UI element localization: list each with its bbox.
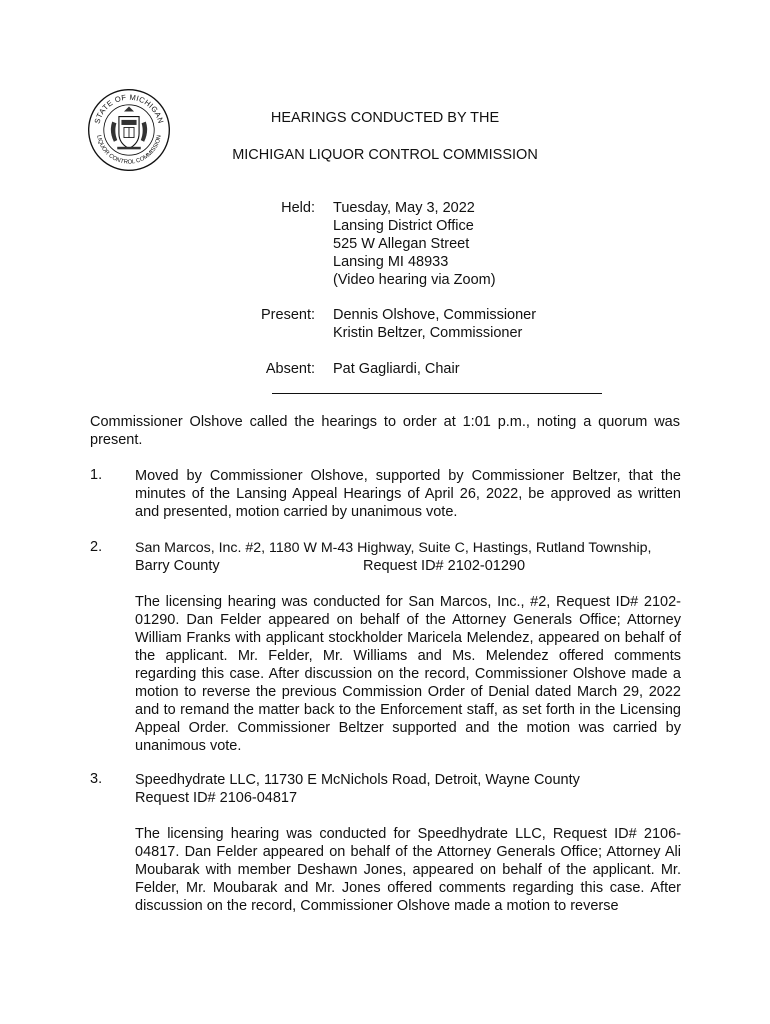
document-title-line2: MICHIGAN LIQUOR CONTROL COMMISSION	[232, 147, 538, 163]
absent-value	[333, 360, 460, 378]
held-location: Lansing District Office	[333, 218, 474, 234]
held-street: 525 W Allegan Street	[333, 236, 470, 252]
item-heading: Speedhydrate LLC, 11730 E McNichols Road, Detroit, Wayne County	[135, 772, 580, 788]
svg-text:STATE OF MICHIGAN: STATE OF MICHIGAN	[92, 92, 166, 125]
held-city: Lansing MI 48933	[333, 254, 449, 270]
item-request-id: Request ID# 2106-04817	[135, 790, 298, 806]
item-number: 3.	[90, 771, 103, 787]
svg-text:LIQUOR CONTROL COMMISSION: LIQUOR CONTROL COMMISSION	[95, 134, 163, 166]
held-format: (Video hearing via Zoom)	[333, 272, 496, 288]
item-number: 2.	[90, 539, 103, 555]
held-label: Held:	[281, 200, 315, 216]
present-member: Dennis Olshove, Commissioner	[333, 307, 537, 323]
absent-member: Pat Gagliardi, Chair	[333, 361, 460, 377]
opening-paragraph: Commissioner Olshove called the hearings to order at 1:01 p.m., noting a quorum was present.	[90, 414, 680, 448]
item-text: The licensing hearing was conducted for San Marcos, Inc., #2, Request ID# 2102-01290. Dan Felder appeared on behalf of the Attorney Generals Office; Attorney William Franks with applicant stockholder Maricela Melendez, appeared on behalf of the applicant. Mr. Felder, Mr. Williams and Ms. Melendez offered comments regarding this case. After discussion on the record, Commissioner Olshove made a motion to reverse the previous Commission Order of Denial dated March 29, 2022 and to remand the matter back to the Enforcement staff, as set forth in the Licensing Appeal Order. Commissioner Beltzer supported and the motion was carried by unanimous vote.	[135, 594, 681, 754]
item-number: 1.	[90, 467, 103, 483]
divider-line	[272, 393, 602, 394]
held-date: Tuesday, May 3, 2022	[333, 200, 475, 216]
item-request-id: Request ID# 2102-01290	[363, 558, 526, 574]
item-county: Barry County	[135, 558, 220, 574]
present-value	[333, 306, 536, 342]
item-text: The licensing hearing was conducted for Speedhydrate LLC, Request ID# 2106-04817. Dan Felder appeared on behalf of the Attorney Generals Office; Attorney Ali Moubarak with member Deshawn Jones, appeared on behalf of the applicant. Mr. Felder, Mr. Moubarak and Mr. Jones offered comments regarding this case. After discussion on the record, Commissioner Olshove made a motion to reverse	[135, 826, 681, 914]
absent-label: Absent:	[265, 361, 315, 377]
held-value	[333, 199, 496, 289]
present-member: Kristin Beltzer, Commissioner	[333, 325, 523, 341]
item-heading: San Marcos, Inc. #2, 1180 W M-43 Highway, Suite C, Hastings, Rutland Township,	[135, 540, 652, 556]
present-label: Present:	[261, 307, 315, 323]
item-heading-line2	[135, 557, 681, 575]
item-text: Moved by Commissioner Olshove, supported by Commissioner Beltzer, that the minutes of the Lansing Appeal Hearings of April 26, 2022, be approved as written and presented, motion carried by unanimous vote.	[135, 468, 681, 520]
document-title-line1: HEARINGS CONDUCTED BY THE	[270, 110, 500, 126]
